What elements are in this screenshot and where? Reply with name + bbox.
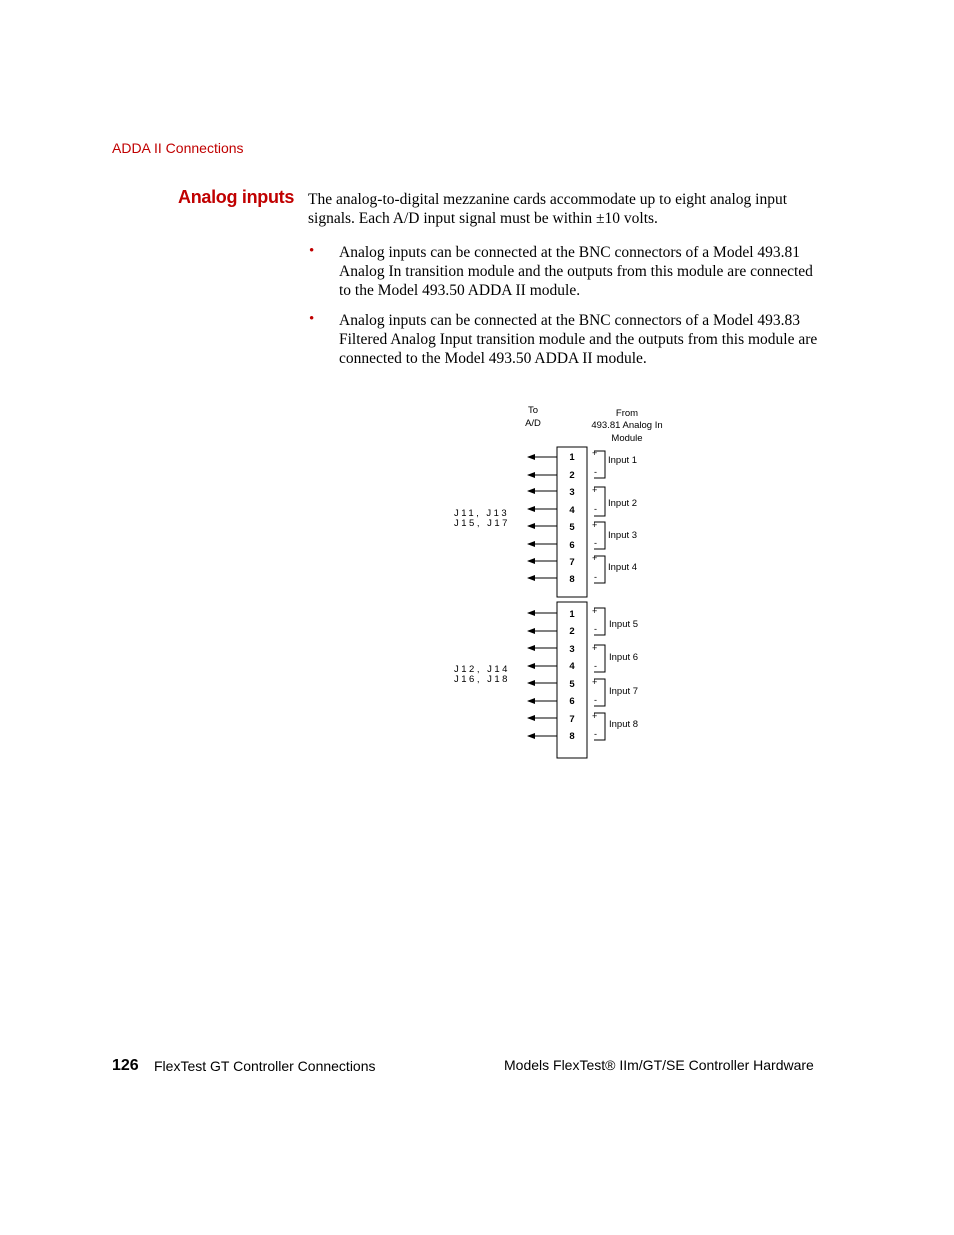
from-label: Module (611, 433, 643, 444)
connector-1-inputs (592, 448, 637, 583)
minus-sign: - (594, 467, 597, 477)
to-label: To (527, 405, 539, 416)
pin-number: 5 (569, 522, 575, 533)
breadcrumb: ADDA II Connections (112, 140, 244, 156)
jack-label: J11, J13 (454, 508, 510, 519)
manual-title: Models FlexTest® IIm/GT/SE Controller Hardware (504, 1057, 814, 1073)
pin-number: 4 (569, 505, 575, 516)
jack-label: J12, J14 (454, 664, 510, 675)
input-label: Input 1 (608, 455, 638, 466)
input-label: Input 3 (608, 530, 638, 541)
minus-sign: - (594, 661, 597, 671)
connector-2-pins (528, 609, 575, 742)
bullet-marker: • (309, 243, 315, 259)
plus-sign: + (592, 448, 598, 458)
from-label: From (615, 408, 639, 419)
pin-number: 2 (569, 470, 575, 481)
connector-1-pins (528, 452, 575, 585)
pin-number: 6 (569, 540, 575, 551)
pin-number: 2 (569, 626, 575, 637)
input-label: Input 8 (609, 719, 639, 730)
minus-sign: - (594, 572, 597, 582)
pin-number: 7 (569, 714, 575, 725)
jack-label: J16, J18 (454, 674, 510, 685)
pin-number: 7 (569, 557, 575, 568)
minus-sign: - (594, 729, 597, 739)
minus-sign: - (594, 504, 597, 514)
page-number: 126 (112, 1057, 139, 1074)
minus-sign: - (594, 538, 597, 548)
pin-number: 5 (569, 679, 575, 690)
chapter-title: FlexTest GT Controller Connections (154, 1058, 376, 1074)
to-label: A/D (525, 418, 541, 429)
pin-number: 3 (569, 644, 575, 655)
input-label: Input 7 (609, 686, 639, 697)
bullet-marker: • (309, 311, 315, 327)
input-label: Input 6 (609, 652, 639, 663)
plus-sign: + (592, 711, 598, 721)
jack-label: J15, J17 (454, 518, 510, 529)
input-label: Input 4 (608, 562, 638, 573)
pin-number: 8 (569, 574, 575, 585)
bullet-item-2: Analog inputs can be connected at the BNC connectors of a Model 493.83 Filtered Analog Input transition module and the outputs from this module are connected to the Model 493.50 ADDA II module. (339, 312, 818, 367)
bullet-item-1: Analog inputs can be connected at the BNC connectors of a Model 493.81 Analog In transition module and the outputs from this module are connected to the Model 493.50 ADDA II module. (339, 244, 813, 299)
pin-number: 3 (569, 487, 575, 498)
pin-number: 4 (569, 661, 575, 672)
input-label: Input 5 (609, 619, 639, 630)
connector-2-inputs (592, 606, 638, 740)
plus-sign: + (592, 553, 598, 563)
plus-sign: + (592, 606, 598, 616)
plus-sign: + (592, 520, 598, 530)
plus-sign: + (592, 643, 598, 653)
input-label: Input 2 (608, 498, 638, 509)
pin-number: 1 (569, 609, 575, 620)
pin-number: 8 (569, 731, 575, 742)
intro-paragraph: The analog-to-digital mezzanine cards accommodate up to eight analog input signals. Each A/D input signal must be within ±10 volts. (308, 191, 788, 227)
section-heading: Analog inputs (178, 187, 295, 207)
minus-sign: - (594, 624, 597, 634)
pin-number: 6 (569, 696, 575, 707)
from-label: 493.81 Analog In (591, 420, 663, 431)
plus-sign: + (592, 485, 598, 495)
minus-sign: - (594, 695, 597, 705)
plus-sign: + (592, 677, 598, 687)
pin-number: 1 (569, 452, 575, 463)
